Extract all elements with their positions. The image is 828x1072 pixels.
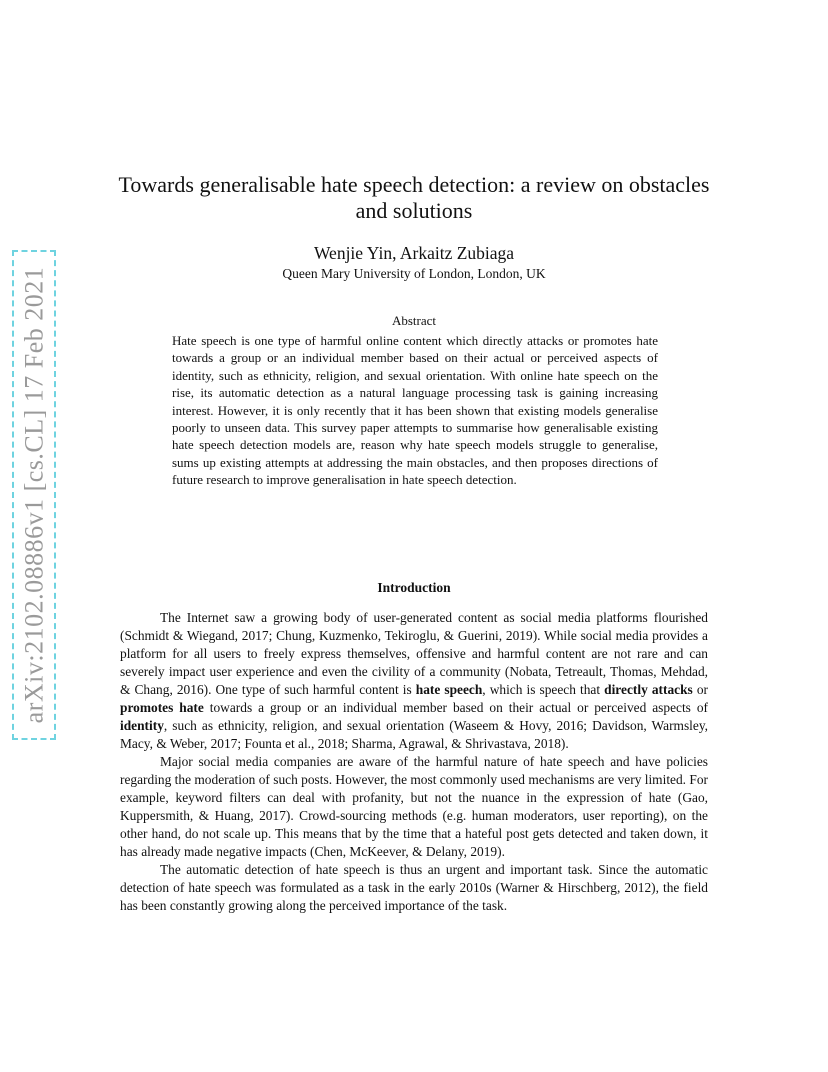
author-affiliation: Queen Mary University of London, London, UK <box>282 266 546 281</box>
intro-p1-text-a: The Internet saw a growing body of user-generated content as social media platforms flourished (Schmidt & Wiegand, 2017; Chung, Kuzmenko, Tekiroglu, & Guerini, 2019). While social media provides a platform for all users to freely express themselves, offensive and harmful content are not rare and can severely impact user experience and even the civility of a community (Nobata, Tetreault, Thomas, Mehdad, & Chang, 2016). One type of such harmful content is <box>120 610 708 697</box>
term-directly-attacks: directly attacks <box>604 682 693 697</box>
introduction-body <box>120 609 708 915</box>
term-promotes-hate: promotes hate <box>120 700 204 715</box>
intro-paragraph-1 <box>120 609 708 753</box>
intro-p1-text-f: , such as ethnicity, religion, and sexual orientation (Waseem & Hovy, 2016; Davidson, Warmsley, Macy, & Weber, 2017; Founta et al., 2018; Sharma, Agrawal, & Shrivastava, 2018). <box>120 718 708 751</box>
intro-paragraph-2: Major social media companies are aware of the harmful nature of hate speech and have policies regarding the moderation of such posts. However, the most commonly used mechanisms are very limited. For example, keyword filters can deal with profanity, but not the nuance in the expression of hate (Gao, Kuppersmith, & Huang, 2017). Crowd-sourcing methods (e.g. human moderators, user reporting), on the other hand, do not scale up. This means that by the time that a hateful post gets detected and taken down, it has already made negative impacts (Chen, McKeever, & Delany, 2019). <box>120 754 708 859</box>
arxiv-identifier: arXiv:2102.08886v1 [cs.CL] 17 Feb 2021 <box>19 266 48 724</box>
paper-authors: Wenjie Yin, Arkaitz Zubiaga <box>313 243 515 263</box>
abstract-heading: Abstract <box>391 313 437 328</box>
intro-p1-text-d: or <box>692 682 708 697</box>
paper-title: Towards generalisable hate speech detection: a review on obstacles and solutions <box>118 172 710 223</box>
term-hate-speech: hate speech <box>415 682 483 697</box>
introduction-heading: Introduction <box>377 580 451 595</box>
intro-paragraph-3: The automatic detection of hate speech is thus an urgent and important task. Since the automatic detection of hate speech was formulated as a task in the early 2010s (Warner & Hirschberg, 2012), the field has been constantly growing along the perceived importance of the task. <box>120 862 708 913</box>
intro-p1-text-c: , which is speech that <box>482 682 605 697</box>
arxiv-sidebar-stamp[interactable] <box>12 250 56 740</box>
abstract-text: Hate speech is one type of harmful online content which directly attacks or promotes hate towards a group or an individual member based on their actual or perceived aspects of identity, such as ethnicity, religion, and sexual orientation. With online hate speech on the rise, its automatic detection as a natural language processing task is gaining increasing interest. However, it is only recently that it has been shown that existing models generalise poorly to unseen data. This survey paper attempts to summarise how generalisable existing hate speech detection models are, reason why hate speech models struggle to generalise, sums up existing attempts at addressing the main obstacles, and then proposes directions of future research to improve generalisation in hate speech detection. <box>172 333 658 488</box>
intro-p1-text-e: towards a group or an individual member based on their actual or perceived aspects of <box>203 700 708 715</box>
term-identity: identity <box>120 718 164 733</box>
